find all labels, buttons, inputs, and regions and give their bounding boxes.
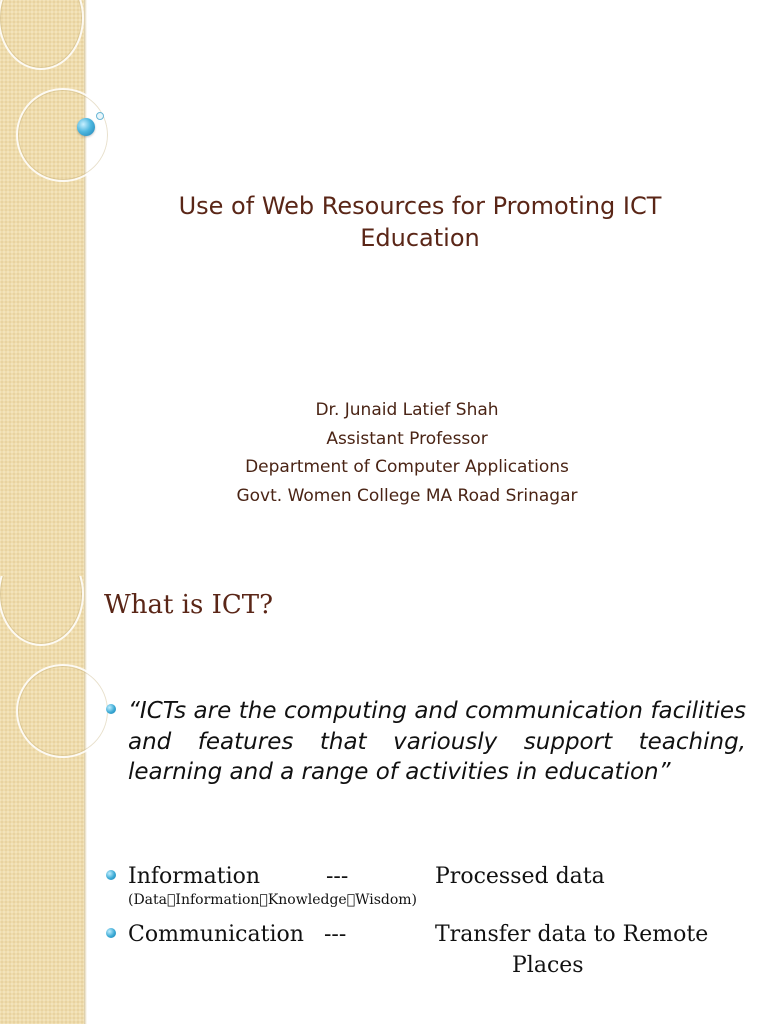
slide-title-line-1: Use of Web Resources for Promoting ICT — [178, 192, 662, 220]
information-hierarchy-note: (Data Information Knowledge Wisdom) — [128, 892, 406, 908]
author-name: Dr. Junaid Latief Shah — [315, 400, 499, 420]
information-definition: Processed data — [435, 864, 605, 889]
decorative-ring — [16, 88, 110, 182]
section-heading: What is ICT? — [104, 590, 274, 620]
bullet-icon — [106, 704, 116, 714]
information-term: Information — [128, 864, 261, 889]
author-institution: Govt. Women College MA Road Srinagar — [236, 485, 578, 506]
information-dash: --- — [326, 864, 349, 889]
slide-title — [100, 190, 740, 254]
small-bead-icon — [96, 112, 104, 120]
side-strip — [0, 0, 84, 576]
communication-definition-continued: Places — [512, 953, 584, 978]
side-strip-shadow — [84, 0, 87, 576]
blue-bead-icon — [77, 118, 95, 136]
decorative-ring — [16, 664, 110, 758]
author-position: Assistant Professor — [326, 428, 488, 449]
communication-definition: Transfer data to Remote — [435, 922, 709, 947]
author-department: Department of Computer Applications — [245, 457, 569, 477]
bullet-icon — [106, 928, 116, 938]
slide-title-line-2: Education — [360, 224, 480, 252]
side-strip-shadow — [84, 576, 87, 1024]
author-block — [100, 396, 714, 510]
ict-definition-quote: “ICTs are the computing and communication facilities and features that variously support teaching, learning and a range of activities in education” — [128, 698, 746, 785]
communication-term: Communication — [128, 922, 304, 947]
slide-2 — [0, 576, 768, 1024]
bullet-icon — [106, 870, 116, 880]
communication-dash: --- — [324, 922, 347, 947]
